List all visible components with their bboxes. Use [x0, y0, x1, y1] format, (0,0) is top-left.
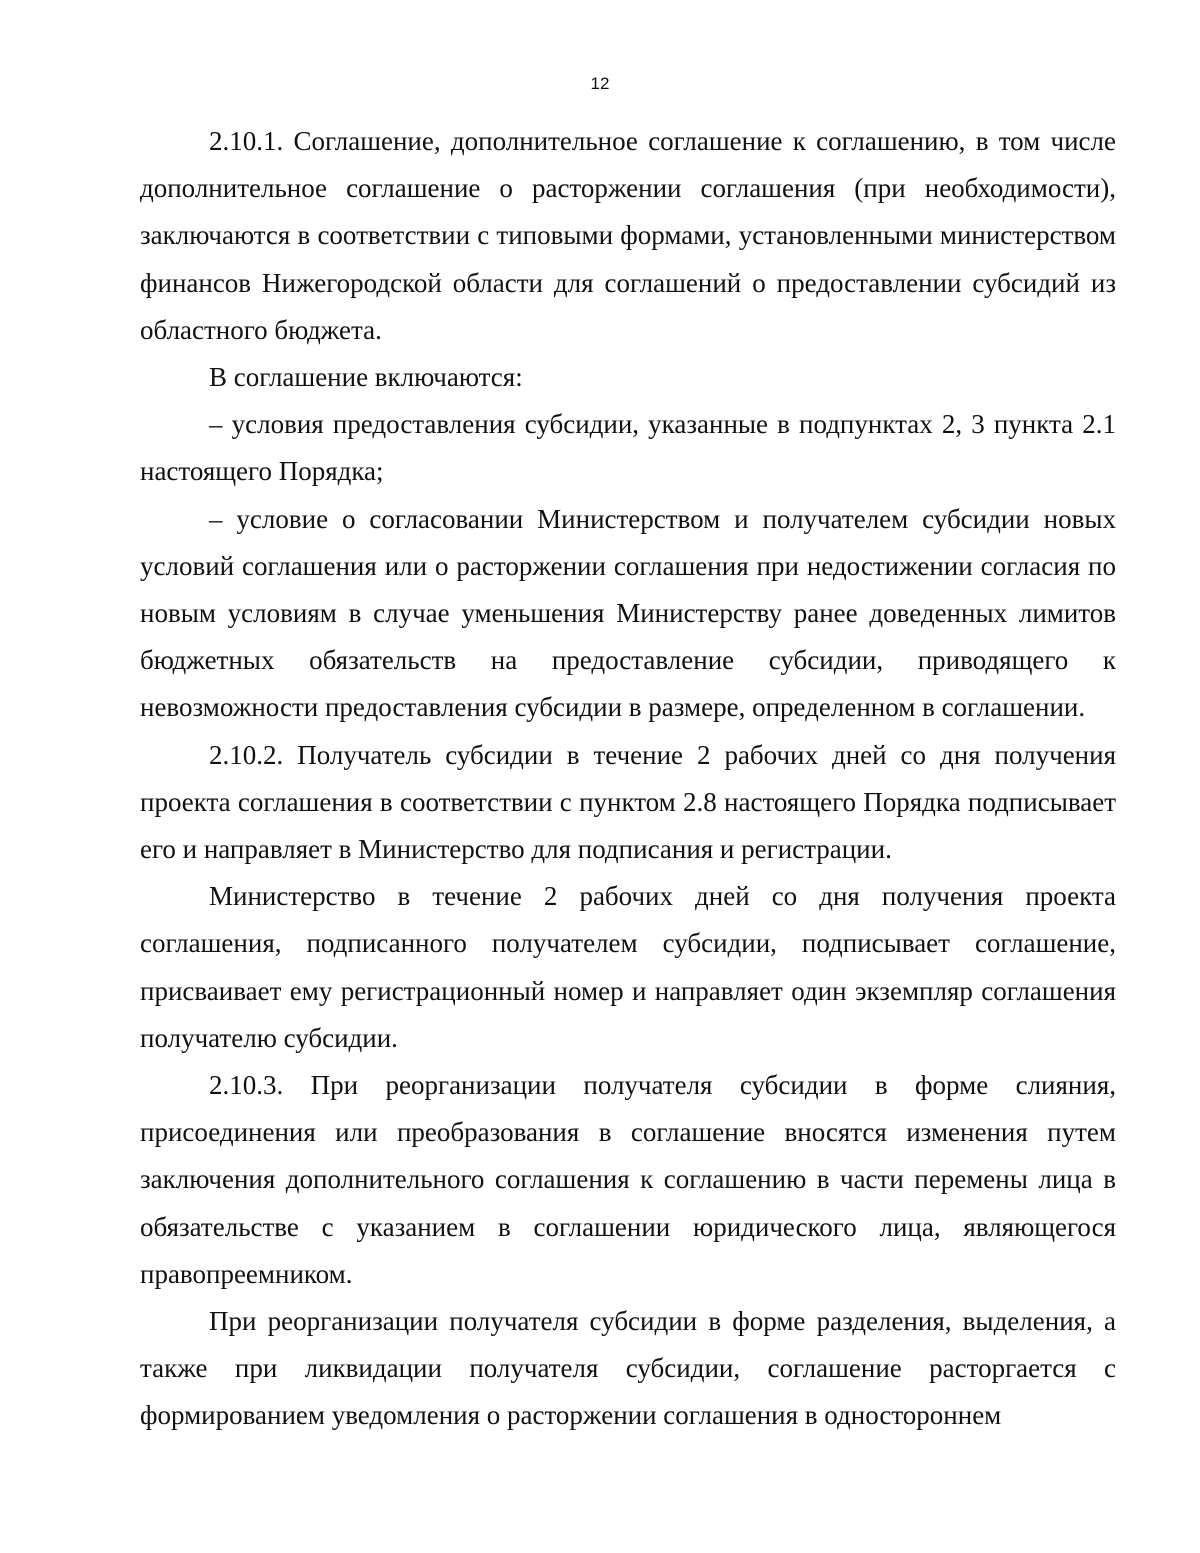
- paragraph-agreement-includes: В соглашение включаются:: [209, 362, 523, 393]
- page-number: 12: [590, 74, 610, 93]
- list-item-conditions: – условия предоставления субсидии, указанные в подпунктах 2, 3 пункта 2.1 настоящего Порядка;: [140, 409, 1116, 487]
- paragraph-2-10-2: 2.10.2. Получатель субсидии в течение 2 рабочих дней со дня получения проекта соглашения в соответствии с пунктом 2.8 настоящего Порядка подписывает его и направляет в Министерство для подписания и регистрации.: [140, 739, 1116, 865]
- paragraph-reorganization-liquidation: При реорганизации получателя субсидии в форме разделения, выделения, а также при ликвидации получателя субсидии, соглашение расторгается с формированием уведомления о расторжении соглашения в одностороннем: [140, 1306, 1116, 1431]
- list-item-condition-agreement: – условие о согласовании Министерством и получателем субсидии новых условий соглашения или о расторжении соглашения при недостижении согласия по новым условиям в случае уменьшения Министерству ранее доведенных лимитов бюджетных обязательств на предоставление субсидии, приводящего к невозможности предоставления субсидии в размере, определенном в соглашении.: [140, 503, 1116, 723]
- paragraph-ministry-signing: Министерство в течение 2 рабочих дней со дня получения проекта соглашения, подписанного получателем субсидии, подписывает соглашение, присваивает ему регистрационный номер и направляет один экземпляр соглашения получателю субсидии.: [140, 881, 1116, 1053]
- paragraph-2-10-3: 2.10.3. При реорганизации получателя субсидии в форме слияния, присоединения или преобразования в соглашение вносятся изменения путем заключения дополнительного соглашения к соглашению в части перемены лица в обязательстве с указанием в соглашении юридического лица, являющегося правопреемником.: [140, 1070, 1116, 1289]
- paragraph-2-10-1: 2.10.1. Соглашение, дополнительное соглашение к соглашению, в том числе дополнительное соглашение о расторжении соглашения (при необходимости), заключаются в соответствии с типовыми формами, установленными министерством финансов Нижегородской области для соглашений о предоставлении субсидий из областного бюджета.: [140, 126, 1116, 345]
- document-body: [140, 118, 1116, 1440]
